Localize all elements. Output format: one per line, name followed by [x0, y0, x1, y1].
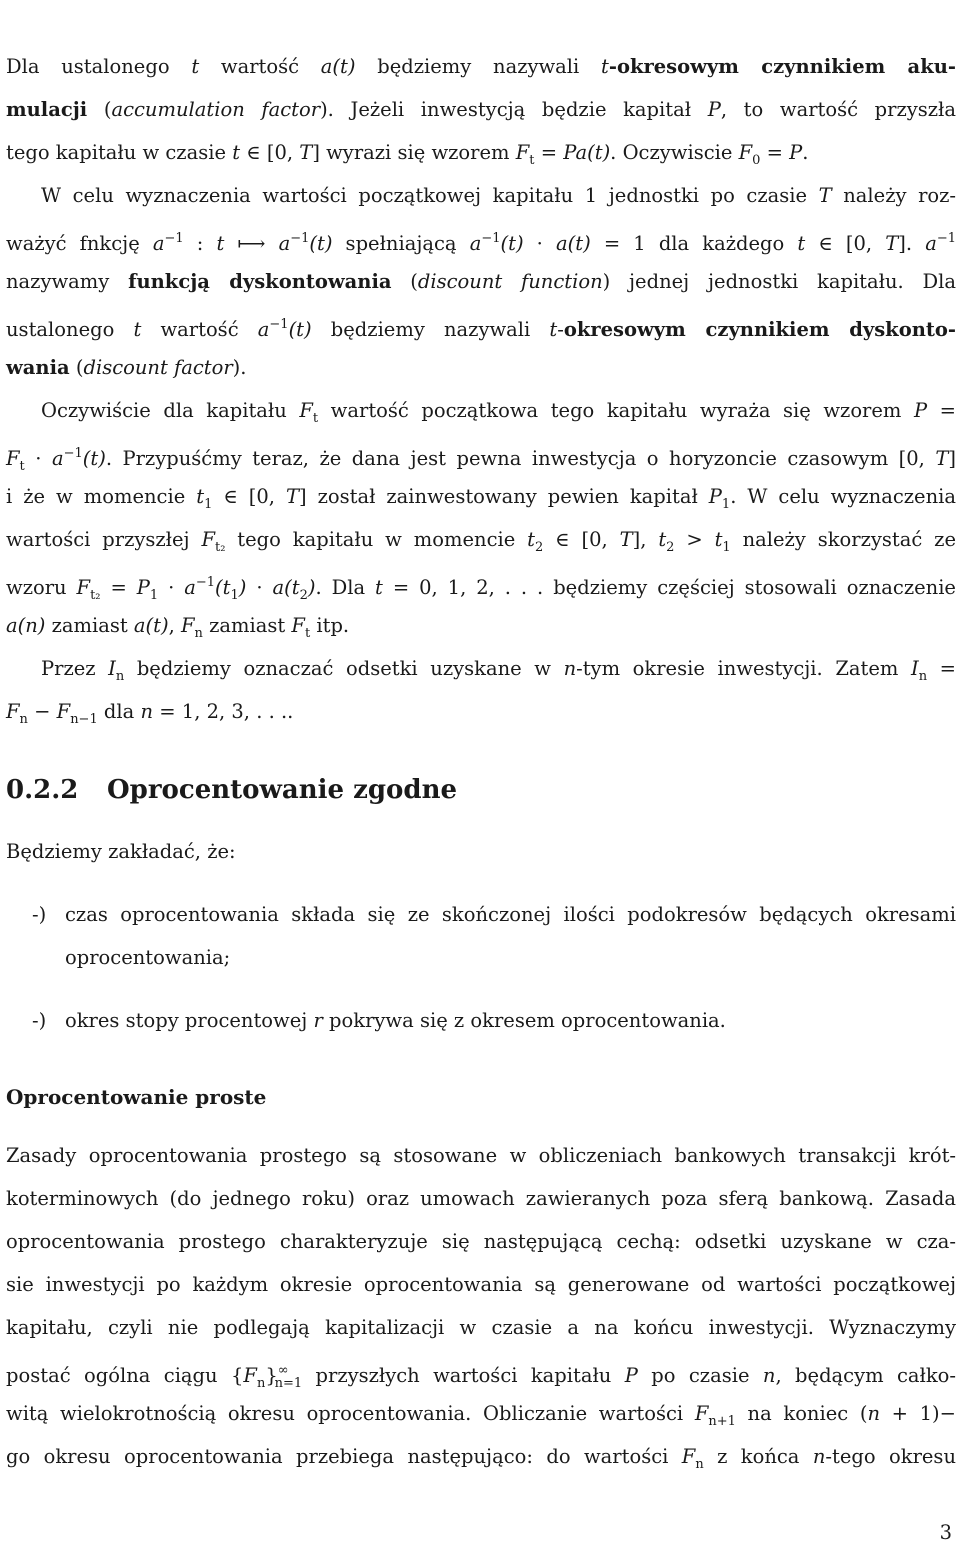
p1-line-2: mulacji (accumulation factor). Jeżeli inwestycją będzie kapitał P, to wartość przyszła — [6, 98, 957, 121]
p1-line-3: tego kapitału w czasie t ∈ [0, T] wyrazi się wzorem $F_t = Pa(t)$. Oczywiscie $F_0 = P$. — [6, 141, 809, 168]
p2-line-5: wania (discount factor). — [6, 356, 247, 379]
p4-line-1: Przez $I_n$ będziemy oznaczać odsetki uzyskane w n-tym okresie inwestycji. Zatem $I_n$ = — [41, 657, 956, 684]
p3-line-2: $F_t \cdot a^{-1}(t)$. Przypuśćmy teraz, że dana jest pewna inwestycja o horyzoncie czasowym [0, T] — [6, 446, 956, 474]
section-number: 0.2.2 — [6, 775, 79, 805]
p3-line-1: Oczywiście dla kapitału $F_t$ wartość początkowa tego kapitału wyraża się wzorem P = — [41, 399, 957, 426]
subsection-heading: Oprocentowanie proste — [6, 1085, 267, 1109]
list-item-2-marker: -) — [32, 1009, 47, 1032]
list-item-1-line-2: oprocentowania; — [65, 946, 231, 969]
p2-line-3: nazywamy funkcją dyskontowania (discount function) jednej jednostki kapitału. Dla — [6, 270, 956, 293]
p3-line-6: a(n) zamiast a(t), $F_n$ zamiast $F_t$ itp. — [6, 614, 350, 641]
list-item-1-marker: -) — [32, 903, 47, 926]
p5-line-8: go okresu oprocentowania przebiega następująco: do wartości $F_n$ z końca n-tego okresu — [6, 1445, 957, 1472]
p2-line-4: ustalonego t wartość $a^{-1}(t)$ będziemy nazywali t-okresowym czynnikiem dyskonto- — [6, 317, 956, 341]
p3-line-3: i że w momencie $t_1$ ∈ [0, T] został zainwestowany pewien kapitał $P_1$. W celu wyznaczenia — [6, 485, 956, 512]
section-heading — [6, 774, 457, 806]
list-item-1-line-1: czas oprocentowania składa się ze skończonej ilości podokresów będących okresami — [65, 903, 956, 926]
p5-line-2: koterminowych (do jednego roku) oraz umowach zawieranych poza sferą bankową. Zasada — [6, 1187, 956, 1210]
p5-line-1: Zasady oprocentowania prostego są stosowane w obliczeniach bankowych transakcji krót- — [6, 1144, 956, 1167]
p5-line-6: postać ogólna ciągu $\{F_n\}^\infty_{n=1}$ przyszłych wartości kapitału P po czasie n, będącym całko- — [6, 1363, 957, 1391]
list-item-2: okres stopy procentowej r pokrywa się z okresem oprocentowania. — [65, 1009, 726, 1032]
p4-line-2: $F_n - F_{n-1}$ dla n = 1, 2, 3, . . .. — [6, 700, 294, 727]
p5-line-5: kapitału, czyli nie podlegają kapitalizacji w czasie a na końcu inwestycji. Wyznaczymy — [6, 1316, 956, 1339]
page-number: 3 — [939, 1521, 952, 1544]
p3-line-5: wzoru $F_{t_2} = P_1 \cdot a^{-1}(t_1) \cdot a(t_2)$. Dla t = 0, 1, 2, . . . będziemy częściej stosowali oznaczenie — [6, 575, 956, 603]
p5-line-3: oprocentowania prostego charakteryzuje się następującą cechą: odsetki uzyskane w cza- — [6, 1230, 956, 1253]
intro-line: Będziemy zakładać, że: — [6, 840, 236, 863]
p2-line-1: W celu wyznaczenia wartości początkowej kapitału 1 jednostki po czasie T należy roz- — [41, 184, 956, 207]
p5-line-7: witą wielokrotnością okresu oprocentowania. Obliczanie wartości $F_{n+1}$ na koniec (n + 1)− — [6, 1402, 957, 1429]
p3-line-4: wartości przyszłej $F_{t_2}$ tego kapitału w momencie $t_2$ ∈ [0, T], $t_2 > t_1$ należy skorzystać ze — [6, 528, 956, 555]
section-title: Oprocentowanie zgodne — [107, 775, 458, 805]
p5-line-4: sie inwestycji po każdym okresie oprocentowania są generowane od wartości początkowej — [6, 1273, 956, 1296]
p2-line-2: ważyć fnkcję $a^{-1}$ : t ⟼ $a^{-1}(t)$ spełniającą $a^{-1}(t) \cdot a(t) = 1$ dla każdego t ∈ [0, T]. $a^{-1}$ — [6, 231, 957, 255]
p1-line-1: Dla ustalonego t wartość a(t) będziemy nazywali t-okresowym czynnikiem aku- — [6, 55, 956, 78]
